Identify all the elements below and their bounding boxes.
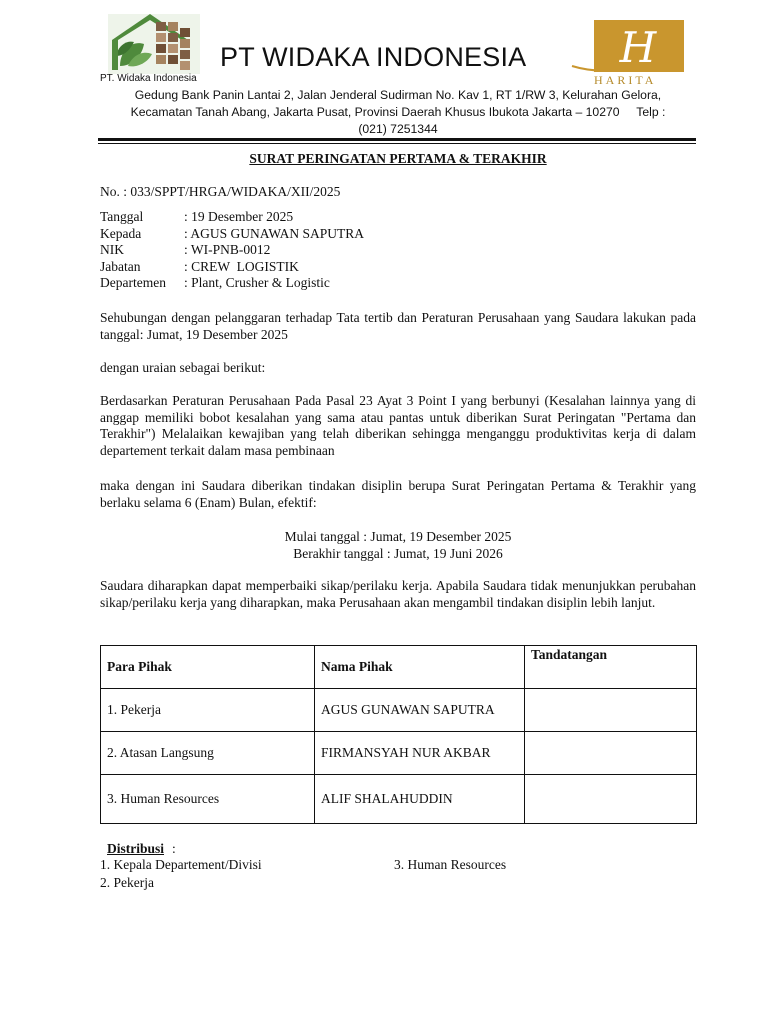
party-cell: 1. Pekerja bbox=[101, 689, 315, 732]
validity-dates bbox=[100, 528, 696, 562]
field-row-departemen bbox=[100, 275, 364, 292]
end-date: Berakhir tanggal : Jumat, 19 Juni 2026 bbox=[293, 546, 503, 561]
start-date: Mulai tanggal : Jumat, 19 Desember 2025 bbox=[284, 529, 512, 544]
party-cell: 2. Atasan Langsung bbox=[101, 732, 315, 775]
regulation-paragraph: Berdasarkan Peraturan Perusahaan Pada Pasal 23 Ayat 3 Point I yang berbunyi (Kesalahan lainnya yang di anggap memiliki bobot kesalahan yang sama atau pantas untuk diberikan Surat Peringatan "Pertama dan Terakhir") Melalaikan kewajiban yang telah diberikan sehingga menganggu produktivitas kerja di dalam departement terkait dalam masa pembinaan bbox=[100, 393, 696, 458]
recipient-fields bbox=[100, 209, 364, 292]
field-value: : CREW LOGISTIK bbox=[184, 258, 299, 274]
distribution-item-1: 1. Kepala Departement/Divisi bbox=[100, 857, 262, 872]
signature-table bbox=[100, 645, 697, 824]
closing-paragraph: Saudara diharapkan dapat memperbaiki sikap/perilaku kerja. Apabila Saudara tidak menunjukkan perubahan sikap/perilaku kerja yang diharapkan, maka Perusahaan akan mengambil tindakan disiplin lebih lanjut. bbox=[100, 578, 696, 610]
name-cell: ALIF SHALAHUDDIN bbox=[315, 775, 525, 824]
company-name: PT WIDAKA INDONESIA bbox=[220, 42, 527, 72]
harita-logo-letter: H bbox=[619, 23, 657, 72]
harita-logo-caption: HARITA bbox=[594, 73, 657, 87]
column-header-party: Para Pihak bbox=[101, 646, 315, 689]
description-intro: dengan uraian sebagai berikut: bbox=[100, 360, 266, 375]
field-row-kepada bbox=[100, 226, 364, 243]
field-row-nik bbox=[100, 242, 364, 259]
field-label: NIK bbox=[100, 242, 124, 257]
field-row-tanggal bbox=[100, 209, 364, 226]
signature-cell bbox=[525, 775, 697, 824]
widaka-logo-caption: PT. Widaka Indonesia bbox=[100, 73, 197, 84]
field-value: : 19 Desember 2025 bbox=[184, 209, 294, 224]
letter-number: No. : 033/SPPT/HRGA/WIDAKA/XII/2025 bbox=[100, 184, 341, 199]
table-header-row bbox=[101, 646, 697, 689]
address-line-1: Gedung Bank Panin Lantai 2, Jalan Jenderal Sudirman No. Kav 1, RT 1/RW 3, Kelurahan Gelora, bbox=[134, 88, 662, 102]
table-row bbox=[101, 732, 697, 775]
field-label: Departemen bbox=[100, 275, 166, 290]
field-label: Kepada bbox=[100, 225, 142, 241]
signature-cell bbox=[525, 689, 697, 732]
sanction-paragraph: maka dengan ini Saudara diberikan tindakan disiplin berupa Surat Peringatan Pertama & Terakhir yang berlaku selama 6 (Enam) Bulan, efektif: bbox=[100, 478, 696, 510]
field-value: : WI-PNB-0012 bbox=[184, 242, 271, 257]
letter-title: SURAT PERINGATAN PERTAMA & TERAKHIR bbox=[249, 151, 547, 166]
distribution-colon: : bbox=[172, 841, 176, 856]
company-address bbox=[60, 87, 736, 138]
header-divider-thin bbox=[98, 143, 696, 144]
distribution-title: Distribusi bbox=[107, 841, 165, 856]
field-label: Tanggal bbox=[100, 209, 144, 224]
violation-paragraph: Sehubungan dengan pelanggaran terhadap Tata tertib dan Peraturan Perusahaan yang Saudara lakukan pada tanggal: Jumat, 19 Desember 2025 bbox=[100, 310, 696, 342]
party-cell: 3. Human Resources bbox=[101, 775, 315, 824]
signature-cell bbox=[525, 732, 697, 775]
distribution-item-2: 2. Pekerja bbox=[100, 875, 154, 890]
distribution-item-3: 3. Human Resources bbox=[394, 857, 507, 872]
header-divider-thick bbox=[98, 138, 696, 141]
field-value: : AGUS GUNAWAN SAPUTRA bbox=[184, 225, 365, 241]
column-header-name: Nama Pihak bbox=[315, 646, 525, 689]
column-header-signature: Tandatangan bbox=[525, 646, 697, 689]
name-cell: FIRMANSYAH NUR AKBAR bbox=[315, 732, 525, 775]
field-value: : Plant, Crusher & Logistic bbox=[184, 275, 330, 290]
address-line-2: Kecamatan Tanah Abang, Jakarta Pusat, Provinsi Daerah Khusus Ibukota Jakarta – 10270 Telp : bbox=[130, 105, 666, 119]
address-line-3: (021) 7251344 bbox=[358, 122, 438, 136]
field-label: Jabatan bbox=[100, 258, 141, 274]
field-row-jabatan bbox=[100, 259, 364, 276]
name-cell: AGUS GUNAWAN SAPUTRA bbox=[315, 689, 525, 732]
table-row bbox=[101, 689, 697, 732]
table-row bbox=[101, 775, 697, 824]
